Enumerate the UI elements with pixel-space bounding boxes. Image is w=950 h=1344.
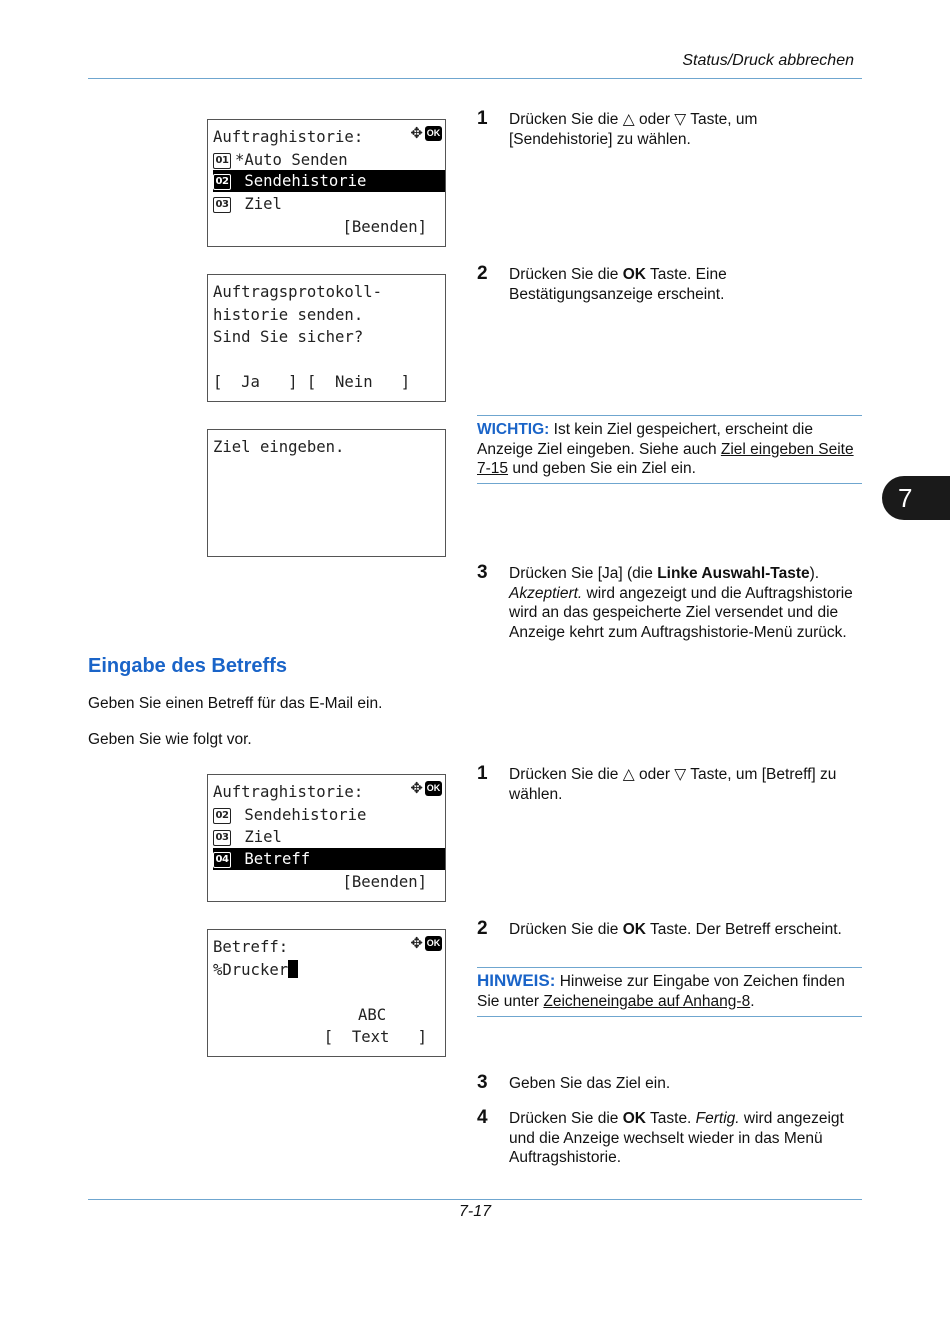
number-02-icon: 02: [213, 174, 231, 190]
text: Drücken Sie die: [509, 766, 623, 783]
nav-indicator: [410, 936, 442, 952]
section-paragraph: Geben Sie einen Betreff für das E-Mail ein.: [88, 695, 383, 712]
step-3-text: Geben Sie das Ziel ein.: [509, 1075, 671, 1092]
text: Taste. Eine: [645, 266, 727, 283]
step-2-text: [509, 920, 864, 940]
cross-reference-link[interactable]: 7-15: [477, 460, 509, 477]
nav-indicator: [410, 126, 442, 142]
hint-label: HINWEIS:: [477, 971, 556, 990]
lcd-exit-softkey: [Beenden]: [342, 218, 427, 236]
step-number: 2: [477, 918, 488, 939]
hint-rule-bottom: [477, 1016, 862, 1017]
chapter-tab: 7: [882, 476, 950, 520]
text: Ist kein Ziel gespeichert, erscheint die: [549, 421, 813, 438]
menu-item-label: Sendehistorie: [235, 806, 367, 824]
text: Sie unter: [477, 992, 544, 1010]
lcd-screen-subject-entry: [207, 929, 446, 1057]
text: Taste, um: [686, 111, 758, 128]
number-03-icon: 03: [213, 197, 231, 213]
four-way-arrows-icon: ✥: [410, 125, 423, 142]
step-2-text: [509, 265, 864, 304]
text: Taste, um [Betreff] zu: [686, 766, 837, 783]
subject-value: %Drucker: [213, 961, 289, 979]
text: Akzeptiert.: [509, 584, 583, 602]
menu-item-betreff-selected: [213, 848, 445, 870]
lcd-exit-softkey: [Beenden]: [342, 873, 427, 891]
text: oder: [634, 766, 675, 783]
running-header: Status/Druck abbrechen: [682, 52, 854, 69]
softkey-label: Linke Auswahl-Taste: [657, 565, 810, 582]
hint-rule-top: [477, 967, 862, 968]
ok-key-label: OK: [622, 921, 646, 938]
ok-icon: OK: [425, 781, 442, 796]
text: Anzeige Ziel eingeben. Siehe auch: [477, 440, 721, 458]
text: Taste.: [645, 1110, 696, 1127]
text: wird angezeigt und die Auftragshistorie: [582, 584, 853, 602]
menu-item-sendehistorie-selected: [213, 170, 445, 192]
footer-rule: [88, 1199, 862, 1200]
number-02-icon: 02: [213, 808, 231, 824]
note-rule-top: [477, 415, 862, 416]
lcd-line-1: Auftragsprotokoll-: [213, 283, 382, 301]
ok-icon: OK: [425, 936, 442, 951]
lcd-text-softkey: [ Text ]: [323, 1028, 427, 1046]
input-mode-indicator: ABC: [358, 1006, 387, 1024]
down-triangle-icon: ▽: [674, 111, 687, 128]
step-4-text: [509, 1109, 864, 1168]
step-1-text: [509, 765, 864, 804]
text: oder: [634, 111, 675, 128]
four-way-arrows-icon: ✥: [410, 780, 423, 797]
lcd-screen-enter-destination: [207, 429, 446, 557]
text-cursor: [288, 960, 298, 978]
text: [Sendehistorie] zu wählen.: [509, 130, 691, 148]
menu-item-label: Ziel: [235, 195, 282, 213]
menu-item-label: Betreff: [235, 850, 311, 868]
step-number: 2: [477, 263, 488, 284]
important-label: WICHTIG:: [477, 421, 550, 438]
section-paragraph: Geben Sie wie folgt vor.: [88, 731, 252, 748]
text: .: [750, 992, 755, 1010]
text: Anzeige kehrt zum Auftragshistorie-Menü zurück.: [509, 623, 847, 641]
text: ).: [809, 565, 820, 582]
nav-indicator: [410, 781, 442, 797]
step-number: 4: [477, 1107, 488, 1128]
up-triangle-icon: △: [622, 111, 635, 128]
menu-item-auto-senden: [213, 149, 445, 171]
hint-note: [477, 971, 862, 1011]
text: Drücken Sie die: [509, 921, 623, 938]
ok-key-label: OK: [622, 1110, 646, 1127]
lcd-title: Auftraghistorie:: [213, 128, 364, 146]
text: Drücken Sie die: [509, 1110, 623, 1127]
text: Drücken Sie die: [509, 111, 623, 128]
step-number: 3: [477, 562, 488, 583]
text: wählen.: [509, 785, 563, 803]
up-triangle-icon: △: [622, 766, 635, 783]
note-rule-bottom: [477, 483, 862, 484]
down-triangle-icon: ▽: [674, 766, 687, 783]
text: Fertig.: [695, 1110, 740, 1127]
step-number: 3: [477, 1072, 488, 1093]
text: Drücken Sie die: [509, 266, 623, 283]
header-rule: [88, 78, 862, 79]
number-04-icon: 04: [213, 852, 231, 868]
ok-key-label: OK: [622, 266, 646, 283]
lcd-screen-job-history-1: [207, 119, 446, 247]
step-1-text: [509, 110, 864, 149]
number-01-icon: 01: [213, 153, 231, 169]
subject-input-line: [213, 959, 445, 981]
text: und die Anzeige wechselt wieder in das Menü: [509, 1129, 823, 1147]
important-note: [477, 420, 862, 479]
step-3-text: [509, 564, 869, 642]
number-03-icon: 03: [213, 830, 231, 846]
four-way-arrows-icon: ✥: [410, 935, 423, 952]
text: Hinweise zur Eingabe von Zeichen finden: [555, 973, 845, 990]
text: Auftragshistorie.: [509, 1149, 621, 1166]
menu-item-label: *Auto Senden: [235, 151, 348, 169]
lcd-line-1: Ziel eingeben.: [213, 438, 345, 456]
text: Drücken Sie [Ja] (die: [509, 565, 658, 582]
menu-item-ziel: [213, 826, 445, 848]
cross-reference-link[interactable]: Ziel eingeben Seite: [720, 440, 854, 458]
lcd-line-2: historie senden.: [213, 306, 364, 324]
ok-icon: OK: [425, 126, 442, 141]
menu-item-label: Sendehistorie: [235, 172, 367, 190]
text: und geben Sie ein Ziel ein.: [508, 460, 696, 477]
step-number: 1: [477, 763, 488, 784]
lcd-softkeys-ja-nein: [ Ja ] [ Nein ]: [213, 373, 411, 391]
menu-item-ziel: [213, 193, 445, 215]
lcd-screen-job-history-2: [207, 774, 446, 902]
cross-reference-link[interactable]: Zeicheneingabe auf Anhang-8: [543, 992, 751, 1010]
menu-item-sendehistorie: [213, 804, 445, 826]
lcd-title: Betreff:: [213, 938, 289, 956]
step-number: 1: [477, 108, 488, 129]
text: Bestätigungsanzeige erscheint.: [509, 285, 725, 303]
page-number: 7-17: [458, 1203, 492, 1220]
lcd-screen-confirm-send: [207, 274, 446, 402]
text: wird an das gespeicherte Ziel versendet und die: [509, 604, 839, 621]
text: wird angezeigt: [739, 1110, 844, 1127]
lcd-title: Auftraghistorie:: [213, 783, 364, 801]
section-heading: Eingabe des Betreffs: [88, 655, 287, 677]
lcd-line-3: Sind Sie sicher?: [213, 328, 364, 346]
menu-item-label: Ziel: [235, 828, 282, 846]
text: Taste. Der Betreff erscheint.: [645, 921, 842, 938]
